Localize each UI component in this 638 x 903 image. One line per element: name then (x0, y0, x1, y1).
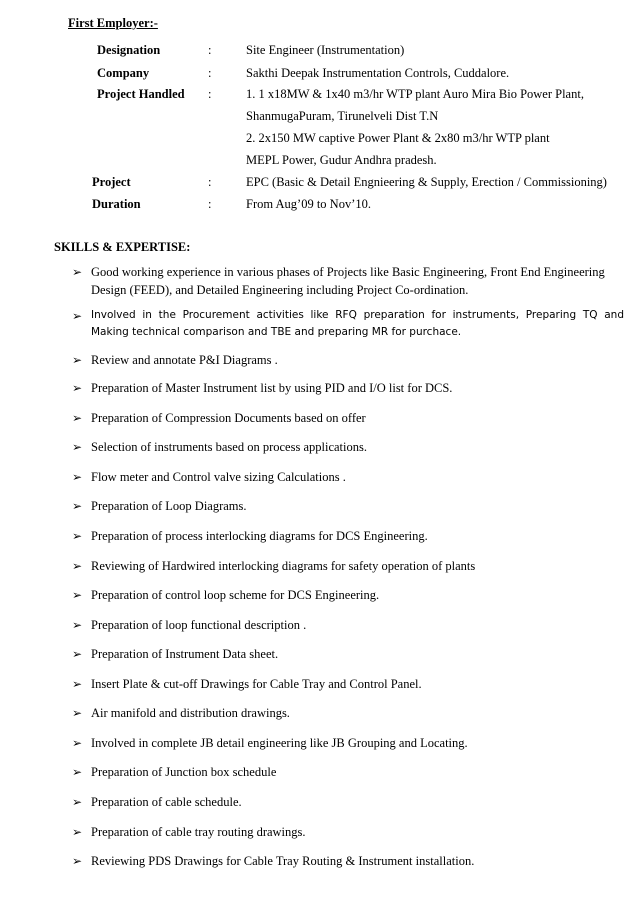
employer-info-value: From Aug’09 to Nov’10. (246, 197, 371, 211)
employer-info-label: Duration (92, 197, 141, 211)
arrowhead-bullet-icon: ➢ (72, 736, 83, 750)
skill-text: Preparation of Compression Documents based on offer (91, 411, 366, 425)
skill-text: Reviewing of Hardwired interlocking diagrams for safety operation of plants (91, 559, 476, 573)
skill-text: Good working experience in various phases of Projects like Basic Engineering, Front End Engineering Design (FEED), and Detailed Engineering including Project Co-ordination. (91, 265, 605, 297)
skill-list-item (72, 307, 624, 341)
arrowhead-bullet-icon: ➢ (72, 588, 83, 602)
employer-info-colon: : (208, 175, 212, 189)
skill-list-item (72, 675, 624, 693)
skill-list-item (72, 409, 624, 427)
arrowhead-bullet-icon: ➢ (72, 559, 83, 573)
arrowhead-bullet-icon: ➢ (72, 440, 83, 454)
arrowhead-bullet-icon: ➢ (72, 854, 83, 868)
skill-text: Flow meter and Control valve sizing Calculations . (91, 470, 346, 484)
skill-text: Reviewing PDS Drawings for Cable Tray Routing & Instrument installation. (91, 854, 475, 868)
skill-text: Preparation of cable schedule. (91, 795, 242, 809)
first-employer-heading: First Employer:- (68, 16, 158, 30)
skill-list-item (72, 379, 624, 397)
skill-list-item (72, 793, 624, 811)
skill-text: Involved in complete JB detail engineering like JB Grouping and Locating. (91, 736, 468, 750)
skill-list-item (72, 263, 624, 299)
skill-text: Review and annotate P&I Diagrams . (91, 353, 278, 367)
arrowhead-bullet-icon: ➢ (72, 499, 83, 513)
skill-text: Preparation of cable tray routing drawings. (91, 825, 306, 839)
employer-info-colon: : (208, 197, 212, 211)
skill-list-item (72, 616, 624, 634)
arrowhead-bullet-icon: ➢ (72, 618, 83, 632)
skill-list-item (72, 852, 624, 870)
skill-list-item (72, 586, 624, 604)
employer-info-value: 2. 2x150 MW captive Power Plant & 2x80 m3/hr WTP plant (246, 131, 550, 145)
skill-list-item (72, 734, 624, 752)
skill-text: Preparation of control loop scheme for DCS Engineering. (91, 588, 380, 602)
employer-info-value: MEPL Power, Gudur Andhra pradesh. (246, 153, 437, 167)
skill-list-item (72, 557, 624, 575)
employer-info-label: Company (97, 66, 150, 80)
arrowhead-bullet-icon: ➢ (72, 677, 83, 691)
skill-list-item (72, 527, 624, 545)
employer-info-value: Sakthi Deepak Instrumentation Controls, Cuddalore. (246, 66, 510, 80)
employer-info-colon: : (208, 43, 212, 57)
arrowhead-bullet-icon: ➢ (72, 353, 83, 367)
arrowhead-bullet-icon: ➢ (72, 309, 83, 323)
arrowhead-bullet-icon: ➢ (72, 381, 83, 395)
skill-text: Selection of instruments based on process applications. (91, 440, 367, 454)
employer-info-label: Project Handled (97, 87, 185, 101)
skill-list-item (72, 763, 624, 781)
skill-text: Preparation of Loop Diagrams. (91, 499, 247, 513)
arrowhead-bullet-icon: ➢ (72, 265, 83, 279)
skill-text: Preparation of Master Instrument list by using PID and I/O list for DCS. (91, 381, 453, 395)
employer-info-label: Project (92, 175, 131, 189)
arrowhead-bullet-icon: ➢ (72, 529, 83, 543)
skill-list-item (72, 468, 624, 486)
employer-info-value: Site Engineer (Instrumentation) (246, 43, 405, 57)
employer-info-colon: : (208, 66, 212, 80)
skill-text: Preparation of process interlocking diagrams for DCS Engineering. (91, 529, 428, 543)
skill-list-item (72, 823, 624, 841)
skill-list-item (72, 497, 624, 515)
skill-list-item (72, 704, 624, 722)
employer-info-colon: : (208, 87, 212, 101)
skill-text: Insert Plate & cut-off Drawings for Cable Tray and Control Panel. (91, 677, 422, 691)
arrowhead-bullet-icon: ➢ (72, 706, 83, 720)
employer-info-label: Designation (97, 43, 161, 57)
skill-list-item (72, 645, 624, 663)
arrowhead-bullet-icon: ➢ (72, 647, 83, 661)
employer-info-value: ShanmugaPuram, Tirunelveli Dist T.N (246, 109, 439, 123)
arrowhead-bullet-icon: ➢ (72, 795, 83, 809)
skill-list-item (72, 438, 624, 456)
employer-info-value: EPC (Basic & Detail Engnieering & Supply, Erection / Commissioning) (246, 175, 607, 189)
skill-list-item (72, 351, 624, 369)
skill-text: Preparation of Instrument Data sheet. (91, 647, 279, 661)
skill-text: Preparation of Junction box schedule (91, 765, 277, 779)
arrowhead-bullet-icon: ➢ (72, 765, 83, 779)
arrowhead-bullet-icon: ➢ (72, 411, 83, 425)
skill-text: Preparation of loop functional description . (91, 618, 307, 632)
skills-heading: SKILLS & EXPERTISE: (54, 240, 191, 254)
arrowhead-bullet-icon: ➢ (72, 825, 83, 839)
skill-text: Air manifold and distribution drawings. (91, 706, 290, 720)
employer-info-value: 1. 1 x18MW & 1x40 m3/hr WTP plant Auro Mira Bio Power Plant, (246, 87, 584, 101)
arrowhead-bullet-icon: ➢ (72, 470, 83, 484)
skill-text: Involved in the Procurement activities like RFQ preparation for instruments, Preparing TQ and Making technical comparison and TBE and preparing MR for purchace. (91, 309, 624, 338)
